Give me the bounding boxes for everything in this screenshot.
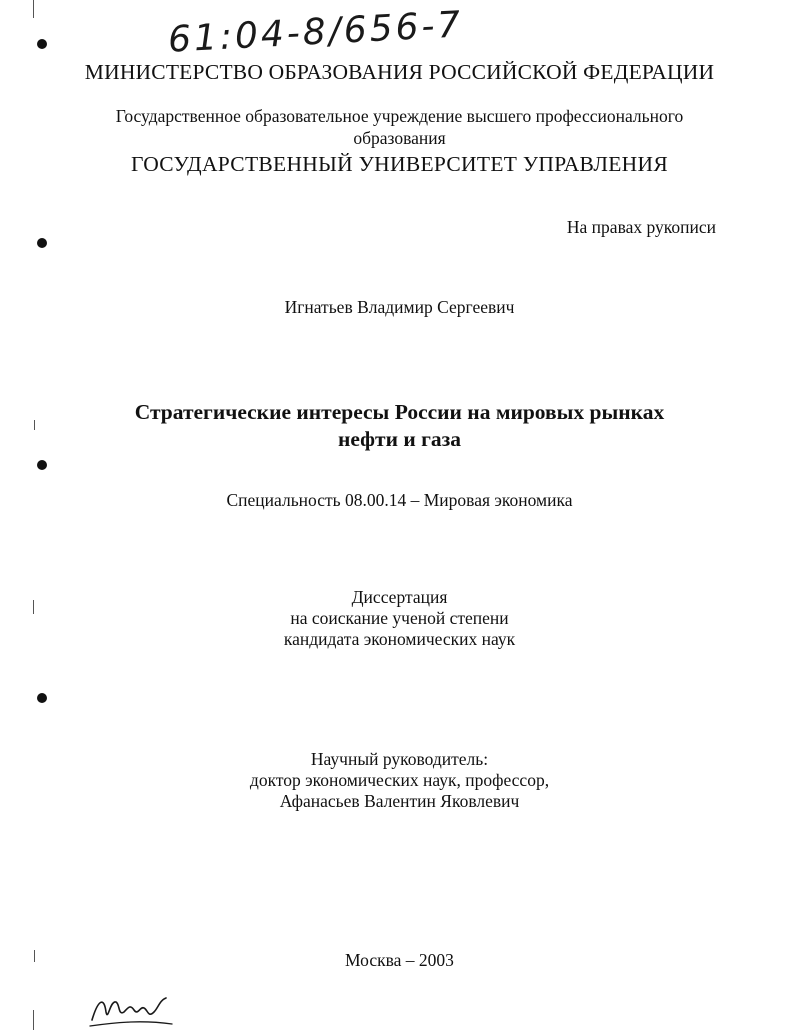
institution-line-2: образования <box>353 128 446 148</box>
punch-hole-mark <box>37 460 47 470</box>
dissertation-type-line-3: кандидата экономических наук <box>283 629 516 649</box>
archive-number-handwritten: 61:04-8/656-7 <box>167 4 465 61</box>
punch-hole-mark <box>37 693 47 703</box>
supervisor-credentials: доктор экономических наук, профессор, <box>249 770 550 790</box>
specialty-line: Специальность 08.00.14 – Мировая экономика <box>226 490 573 510</box>
manuscript-rights-note: На правах рукописи <box>566 217 716 237</box>
dissertation-type-line-1: Диссертация <box>351 587 448 607</box>
scan-artifact-tick <box>34 950 35 962</box>
scan-artifact-tick <box>34 420 35 430</box>
supervisor-label: Научный руководитель: <box>310 749 489 769</box>
scan-artifact-tick <box>33 1010 34 1030</box>
scan-artifact-tick <box>33 600 34 614</box>
scan-artifact-tick <box>33 0 34 18</box>
punch-hole-mark <box>37 238 47 248</box>
signature-mark <box>88 990 178 1030</box>
author-name: Игнатьев Владимир Сергеевич <box>284 297 515 317</box>
dissertation-title-line-2: нефти и газа <box>337 427 462 451</box>
university-heading: ГОСУДАРСТВЕННЫЙ УНИВЕРСИТЕТ УПРАВЛЕНИЯ <box>131 152 668 176</box>
punch-hole-mark <box>37 39 47 49</box>
supervisor-name: Афанасьев Валентин Яковлевич <box>279 791 520 811</box>
dissertation-type-line-2: на соискание ученой степени <box>290 608 509 628</box>
institution-line-1: Государственное образовательное учреждение высшего профессионального <box>115 106 684 126</box>
ministry-heading: МИНИСТЕРСТВО ОБРАЗОВАНИЯ РОССИЙСКОЙ ФЕДЕРАЦИИ <box>84 60 715 84</box>
dissertation-title-line-1: Стратегические интересы России на мировых рынках <box>134 400 665 424</box>
city-year: Москва – 2003 <box>345 950 454 970</box>
